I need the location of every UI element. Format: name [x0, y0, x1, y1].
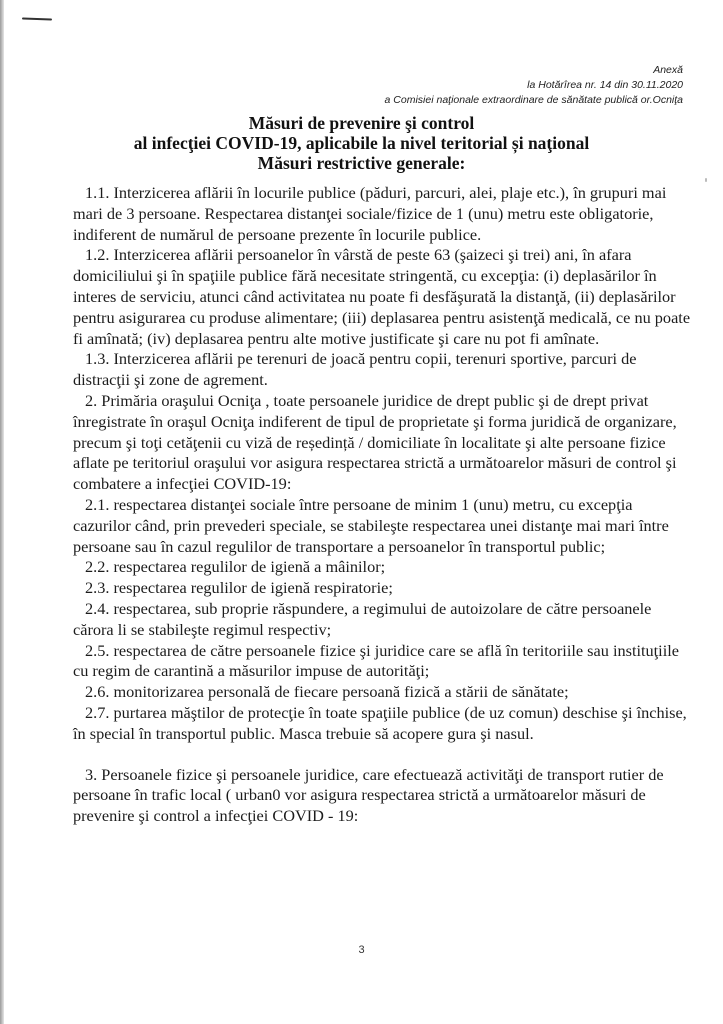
paragraph-gap	[73, 745, 693, 765]
pen-mark	[22, 17, 52, 20]
annex-header	[385, 63, 683, 108]
paragraph-2-5: 2.5. respectarea de către persoanele fizice şi juridice care se află în teritoriile sau instituţiile cu regim de carantină a măsurilor impuse de autorităţi;	[73, 640, 679, 681]
document-title	[0, 113, 723, 173]
paragraph-1-2: 1.2. Interzicerea aflării persoanelor în vârstă de peste 63 (şaizeci şi trei) ani, în afara domiciliului şi în spaţiile publice fără necesitate stringentă, cu excepţia: (i) deplasărilor în interes de serviciu, atunci când activitatea nu poate fi desfăşurată la distanţă, (ii) deplasărilor pentru asigurarea cu produse alimentare; (iii) deplasarea pentru asistenţă medicală, ce nu poate fi amînată; (iv) deplasarea pentru alte motive justificate şi care nu pot fi amînate.	[73, 245, 691, 348]
title-line-2: al infecţiei COVID-19, aplicabile la nivel teritorial și naţional	[133, 133, 590, 153]
page-number: 3	[358, 944, 365, 956]
scan-speck	[705, 178, 707, 182]
paragraph-2-3: 2.3. respectarea regulilor de igienă respiratorie;	[85, 578, 393, 598]
paragraph-2-4: 2.4. respectarea, sub proprie răspundere, a regimului de autoizolare de către persoanele cărora li se stabileşte regimul respectiv;	[73, 598, 652, 639]
title-line-3: Măsuri restrictive generale:	[257, 153, 466, 173]
paragraph-2-6: 2.6. monitorizarea personală de fiecare persoană fizică a stării de sănătate;	[85, 682, 569, 702]
title-line-1: Măsuri de prevenire şi control	[248, 113, 475, 133]
commission-reference: a Comisiei naţionale extraordinare de sănătate publică or.Ocniţa	[384, 94, 683, 106]
document-body	[73, 183, 693, 827]
paragraph-2-7: 2.7. purtarea măştilor de protecţie în toate spaţiile publice (de uz comun) deschise şi închise, în special în transportul public. Masca trebuie să acopere gura şi nasul.	[73, 702, 687, 743]
paragraph-1-1: 1.1. Interzicerea aflării în locurile publice (păduri, parcuri, alei, plaje etc.), în grupuri mai mari de 3 persoane. Respectarea distanţei sociale/fizice de 1 (unu) metru este obligatorie, indiferent de numărul de persoane prezente în locurile publice.	[73, 183, 667, 244]
decision-reference: la Hotărîrea nr. 14 din 30.11.2020	[527, 79, 683, 91]
paragraph-2: 2. Primăria oraşului Ocniţa , toate persoanele juridice de drept public şi de drept privat înregistrate în oraşul Ocniţa indiferent de tipul de proprietate şi forma juridică de organizare, precum şi toţi cetăţenii cu viză de reședință / domiciliate în localitate şi alte persoane fizice aflate pe teritoriul oraşului vor asigura respectarea strictă a următoarelor măsuri de control şi combatere a infecţiei COVID-19:	[73, 390, 677, 494]
annex-label: Anexă	[653, 64, 683, 76]
paragraph-2-1: 2.1. respectarea distanţei sociale între persoane de minim 1 (unu) metru, cu excepţia cazurilor când, prin prevederi speciale, se stabileşte respectarea unei distanţe mai mari între persoane sau în cazul regulilor de transportare a persoanelor în transportul public;	[73, 494, 669, 556]
paragraph-2-2: 2.2. respectarea regulilor de igienă a mâinilor;	[85, 557, 386, 577]
paragraph-1-3: 1.3. Interzicerea aflării pe terenuri de joacă pentru copii, terenuri sportive, parcuri de distracţii şi zone de agrement.	[73, 349, 637, 390]
paragraph-3: 3. Persoanele fizice şi persoanele juridice, care efectuează activităţi de transport rutier de persoane în trafic local ( urban0 vor asigura respectarea strictă a următoarelor măsuri de prevenire şi control a infecţiei COVID - 19:	[73, 764, 664, 826]
